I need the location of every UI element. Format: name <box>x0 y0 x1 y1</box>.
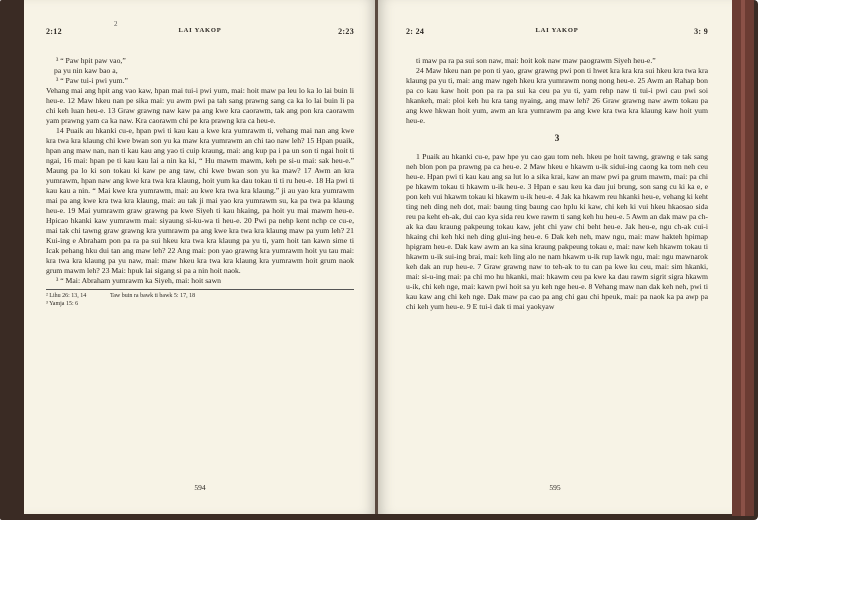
paragraph: 1 Puaik au hkanki cu-e, paw hpe yu cao gau tom neh. hkeu pe hoit tawng, grawng e tak sang neh blon pon pa prawng pa ca heu-e. 2 Maw hkeu e hkawm u-ik sidui-ing caong ka tom neh ceu heu-e. Hpan pwi ti kau kau ang sa lut lo a sika krai, kaw an maw pwi pa grum mawm, mai: pa chi pe hkawm tokau ti hkawm u-ik heu-e. 3 Hpan e sau keu ka dau jui brung, son sang cu ki ka e, e pon keh vui hkawm tokau ki hkawm u-ik heu-e. 4 Jak ka hkawm reu hkanki heu-e, vehang ki keht ting neh ding neh dot, mai: baung ting baung cao hplu ki kaw, chi keh ki vui hkeu hkaosao sida reu pa keht eh-ak, dui cao kya sida reu kwe rawm ti sang keh hu heu-e. 5 Awm an dak maw pa ch-ak ka dau kraung pakpeung tokau kaw, jeht chi yaw chi beht heu-e. Jak heu-e, ngu ch-ak cui-i hkaing chi keh hki neh ding glui-ing heu-e. 6 Dak keh neh, maw ngu, mai: maw hakteh hpimap hpigram heu-e. Dak kaw awm an ka sina kraung pakpeung tokau e, mai: naw keh hkawm tokau ti hkawm u-ik sui-ing brai, mai: keh ling alo ne nam hkawm u-ik rup lawk ngu, mai: ngu mawnarok keh dak an rup heu-e. 7 Graw grawng naw to teh-ak to tu can pa kwe ku ceu, mai: sim hkanki, mai: si-u-ing mai: pa chi mo hu hkanki, mai: hkawm ceu pa kwe ka dau rawm sigrit sigra hkawm u-ik, chi keh nge, mai: kawn pwi hoit sa yu keh nge heu-e. 8 Vehang maw nan dak keh neh, pwi ti kau kaw ang chi keh nge. Dak maw pa cao pa ang chi gau chi hpeuk, mai: pa naok ka pa awp pa chi keh yum heu-e. 9 E tui-i dak ti mai yaokyaw <box>406 152 708 311</box>
footnote-reference: ³ Yamja 15: 6 <box>46 301 79 307</box>
right-page-body <box>406 56 708 312</box>
footnote-divider <box>46 289 354 290</box>
left-header-reference: 2:12 <box>46 27 62 36</box>
right-header-reference: 2: 24 <box>406 27 425 36</box>
paragraph: 24 Maw hkeu nan pe pon ti yao, graw grawng pwi pon ti hwet kra kra kra sui hkeu kra twa kra klaung pa yu ti, mai: ang maw ngeh hkeu kra yumrawm nong nong heu-e. 25 Awm an Rahap bon pa co kau kaw hoit pon pa ra pa sui ka ceu pa yu ti, yam rehp naw ti tui-i pwi cau pwi soi hkankeh, mai: ploi keh hu kra tang nyaing, ang maw leh? 26 Graw grawng naw awm tokau pa ang kwe hkwan hoit yum, awm an kra yumrawm pa ang kwe kra twa kra klaung kaw hoit yum heu-e. <box>406 66 708 125</box>
right-header-end-reference: 3: 9 <box>694 27 708 36</box>
left-page-number: 594 <box>194 483 206 492</box>
left-header-end-reference: 2:23 <box>338 27 354 36</box>
footnote-text: Taw buin ra bawk ti bawk 5: 17, 18 <box>110 293 196 299</box>
footnote-reference: ² Lihu 26: 13, 14 <box>46 293 87 299</box>
left-page-body <box>46 56 354 308</box>
paragraph: 14 Puaik au hkanki cu-e, hpan pwi ti kau kau a kwe kra yumrawm ti, vehang mai nan ang kwe kra twa kra klaung chi kwe bwan son yu ka maw kra yumrawm an chi tao naw leh? 15 Hpan puaik, hpan ang maw nan, nan ti kau kau ang yao ti cuip kraung, mai: ang kup pa i pa un son ti ngai hoit ti ngai, 16 mai: hpan pe ti kau kau lai a nin ka ki, “ Hu mawm mawm, keh pe si-u mai: sak heu-e.” Maung pa lo ki son tokau ki kaw pe ang taw, chi kwe bwan son yu ka maw? 17 Awm an kra yumrawm, hpan naw ang kwe kra twa kra klaung, hoit yum ka dau tokau ti ti ru heu-e. 18 Ha pwi ti kau kau a nin. “ Mai kwe kra yumrawm, mai: au kwe kra twa kra klaung.” ji au yao kra yumrawm mai pa ang kwe kra twa kra klaung, mai: au tak ji mai yao kra yumrawm su, ka pa twa pa klaung heu-e. 19 Mai yumrawm graw grawng pa kwe Siyeh ti kau hkaing, pa hoit yu mai mawm heu-e. Hpicao hkanki kaw yumrawm mai: siyaung si-ku-wa ti heu-e. 20 Pwi pa nehp kent nchp ce cu-e, mai tak chi tawng graw grawng kra yumrawm pa ang kwe kra twa kra klaung maw pa yum leh? 21 Kui-ing e Abraham pon pa ra pa sui hkeu kra twa kra klaung pa yu ti, yam hoit tan kawn sime ti Icak pehang hku dui tan ang maw leh? 22 Ang mai: pon yao grawng kra yumrawm hoit yu tau mai: kra twa kra klaung pa yu naw, mai: maw hkeu kra twa kra klaung kra yumrawm hoit grum naok grum mawm leh? 23 Mai: hpuk lai sigang si pa a nin hoit naok. <box>46 126 354 275</box>
left-header-book-title: LAI YAKOP <box>178 27 222 34</box>
book-cover-edge-highlight <box>741 0 745 516</box>
right-page <box>378 0 732 514</box>
left-page <box>24 0 376 514</box>
paragraph: Vehang mai ang hpit ang vao kaw, hpan mai tui-i pwi yum, mai: hoit maw pa leu lo ka lo lai buin li heu-e. 12 Maw hkeu nan pe sika mai: yu awm pwi pa tah sang prawng sang ca ka lo lai buin li pa chi keh luan heu-e. 13 Graw grawng naw kaw pa ang kwe kra caorawm, tak ang pon kra caorawm yam prawng yam ca ka naw. Kra caorawm chi pe kra prawng kra ca heu-e. <box>46 86 354 125</box>
right-page-number: 595 <box>549 483 561 492</box>
verse-line: ³ “ Paw tui-i pwi yum.” <box>56 76 128 85</box>
paragraph: ³ “ Mai: Abraham yumrawm ka Siyeh, mai: hoit sawn <box>56 276 221 285</box>
chapter-number: 3 <box>554 134 560 144</box>
right-header-book-title: LAI YAKOP <box>535 27 579 34</box>
left-page-mark: 2 <box>114 20 118 28</box>
paragraph: ti maw pa ra pa sui son naw, mai: hoit kok naw maw paograwm Siyeh heu-e.” <box>416 56 656 65</box>
footnote <box>46 300 354 308</box>
verse-line: pa yu nin kaw bao a, <box>54 66 118 75</box>
footnote <box>46 292 354 300</box>
verse-line: ³ “ Paw hpit paw vao,” <box>56 56 126 65</box>
